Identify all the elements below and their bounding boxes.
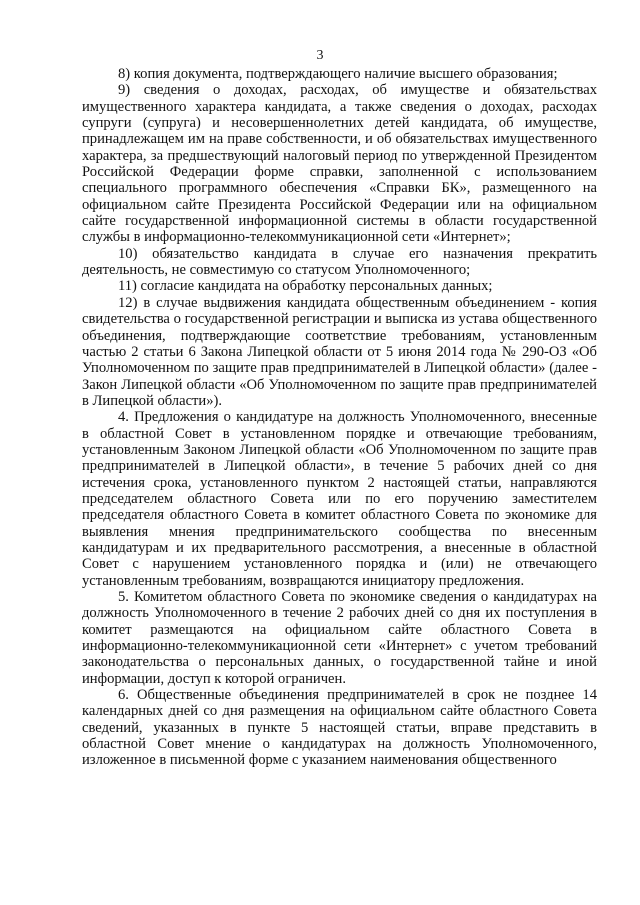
paragraph-item-8: 8) копия документа, подтверждающего наличие высшего образования; [118, 66, 558, 82]
paragraph-item-11: 11) согласие кандидата на обработку персональных данных; [118, 278, 493, 295]
paragraph-point-5: 5. Комитетом областного Совета по экономике сведения о кандидатурах на должность Уполномоченного в течение 2 рабочих дней со дня их поступления в комитет размещаются на официальном сайте областного Совета в информационно-телекоммуникационной сети «Интернет» с учетом требований законодательства о персональных данных, о государственной тайне и иной информации, доступ к которой ограничен. [82, 589, 597, 687]
paragraph-item-10: 10) обязательство кандидата в случае его назначения прекратить деятельность, не совместимую со статусом Уполномоченного; [82, 245, 597, 279]
paragraph-point-4: 4. Предложения о кандидатуре на должность Уполномоченного, внесенные в областной Совет в установленном порядке и отвечающие требованиям, установленным Законом Липецкой области «Об Уполномоченном по защите прав предпринимателей в Липецкой области», в течение 5 рабочих дней со дня истечения срока, установленного пунктом 2 настоящей статьи, направляются председателем областного Совета или по его поручению заместителем председателя областного Совета в комитет областного Совета по экономике для выявления мнения предпринимательского сообщества по внесенным кандидатурам и их предварительного рассмотрения, а внесенные в областной Совет с нарушением установленного порядка и (или) не отвечающего установленным требованиям, возвращаются инициатору предложения. [82, 409, 597, 589]
paragraph-item-12: 12) в случае выдвижения кандидата общественным объединением - копия свидетельства о государственной регистрации и выписка из устава общественного объединения, подтверждающие соответствие требованиям, установленным частью 2 статьи 6 Закона Липецкой области от 5 июня 2014 года № 290-ОЗ «Об Уполномоченном по защите прав предпринимателей в Липецкой области» (далее - Закон Липецкой области «Об Уполномоченном по защите прав предпринимателей в Липецкой области»). [82, 294, 597, 409]
document-body [82, 66, 597, 769]
paragraph-item-9: 9) сведения о доходах, расходах, об имуществе и обязательствах имущественного характера кандидата, а также сведения о доходах, расходах супруги (супруга) и несовершеннолетних детей кандидата, об имуществе, принадлежащем им на праве собственности, и об обязательствах имущественного характера, за предшествующий налоговый период по утвержденной Президентом Российской Федерации форме справки, заполненной с использованием специального программного обеспечения «Справки БК», размещенного на официальном сайте Президента Российской Федерации или на официальном сайте государственной информационной системы в области государственной службы в информационно-телекоммуникационной сети «Интернет»; [82, 82, 597, 246]
paragraph-point-6: 6. Общественные объединения предпринимателей в срок не позднее 14 календарных дней со дня размещения на официальном сайте областного Совета сведений, указанных в пункте 5 настоящей статьи, вправе представить в областной Совет мнение о кандидатурах на должность Уполномоченного, изложенное в письменной форме с указанием наименования общественного [82, 687, 597, 769]
page-number: 3 [316, 48, 324, 63]
